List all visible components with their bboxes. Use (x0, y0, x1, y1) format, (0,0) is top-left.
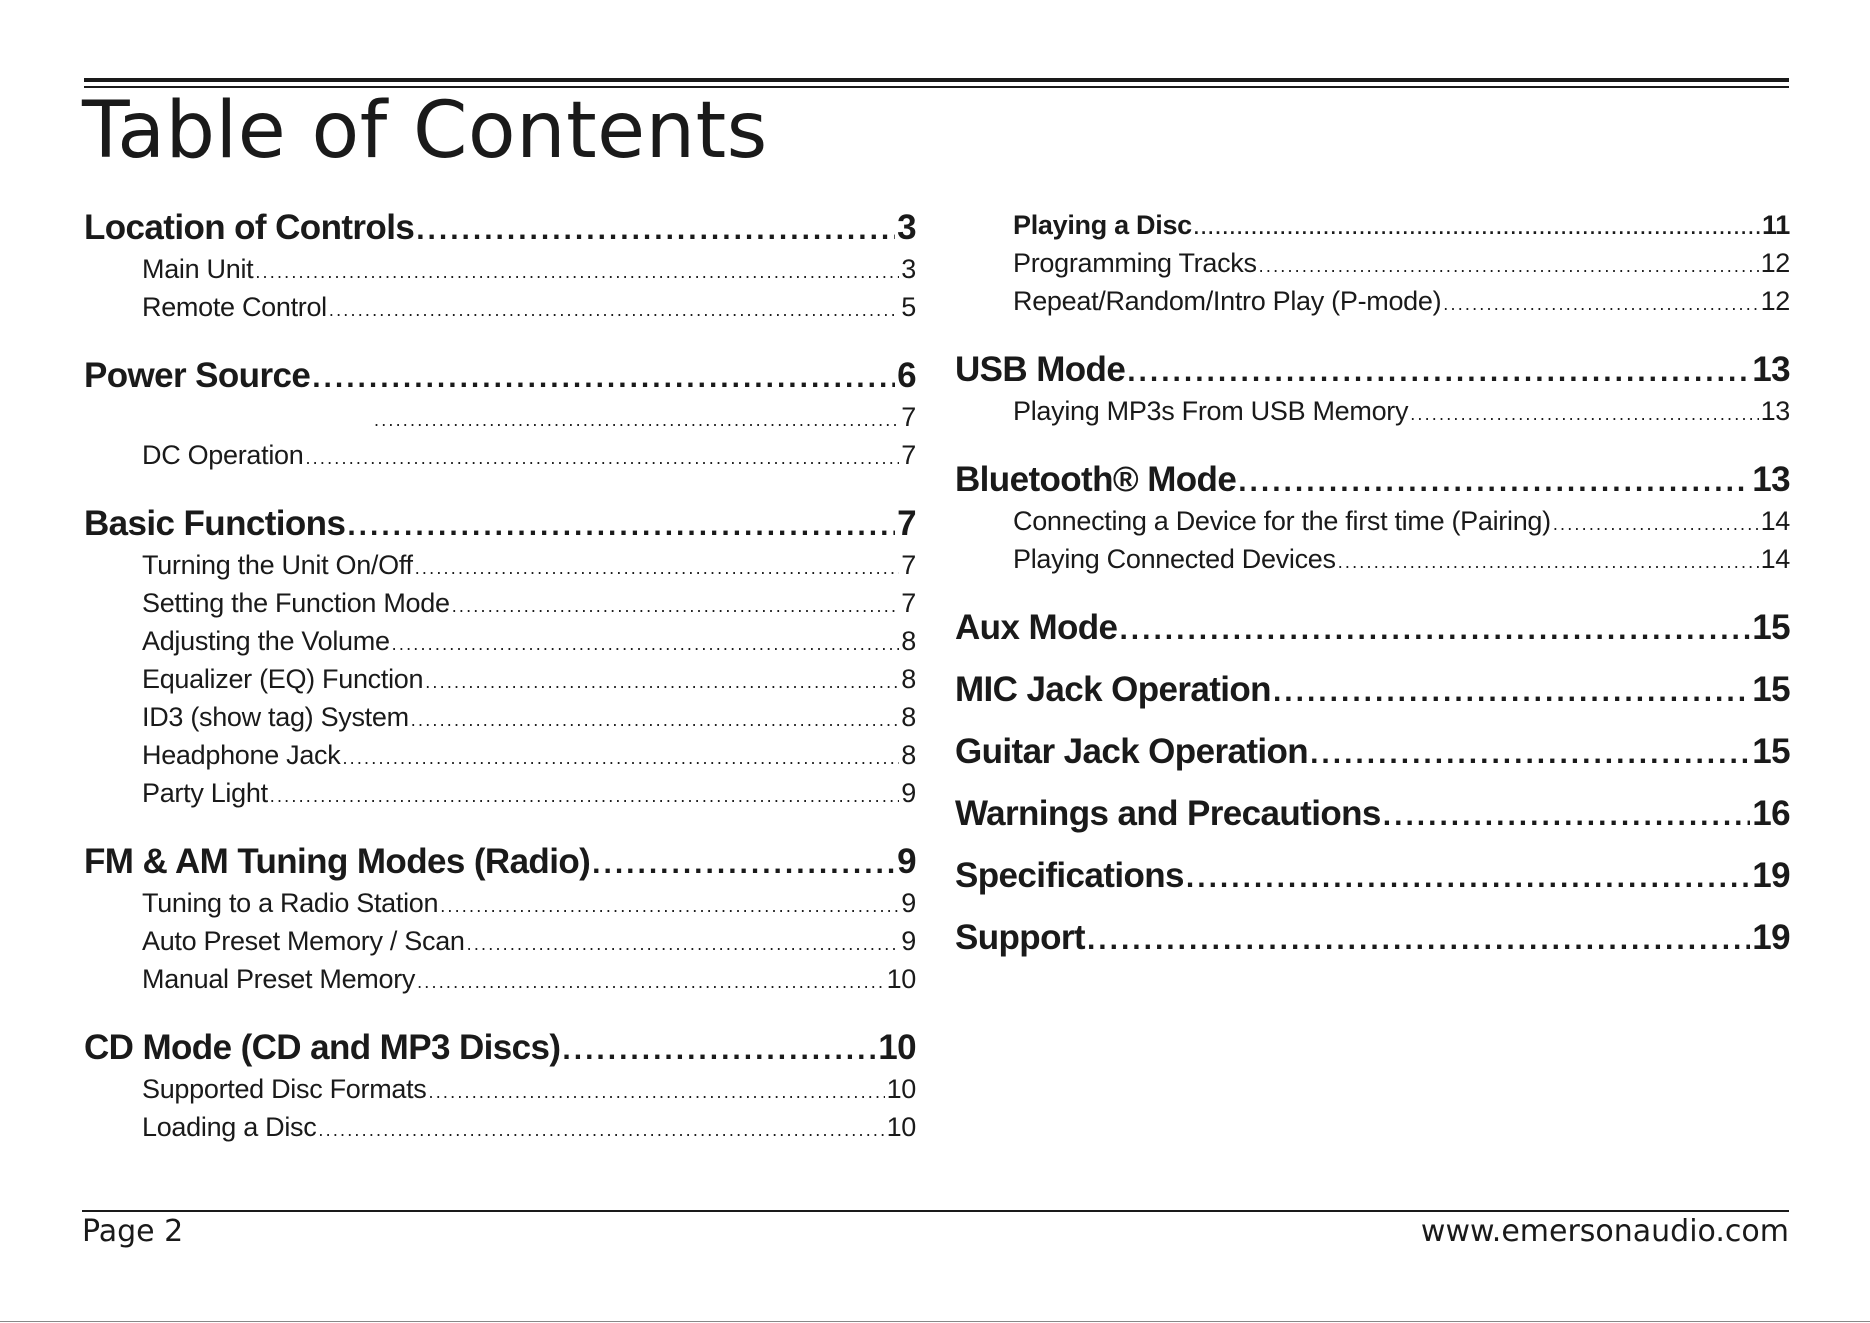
dot-leader (429, 1073, 885, 1108)
toc-page-number: 7 (897, 504, 916, 543)
toc-section-fm-am-tuning-modes-radio[interactable] (84, 840, 916, 884)
toc-entry-playing-connected-devices[interactable] (955, 540, 1790, 578)
toc-entry-label: Remote Control (142, 292, 327, 322)
dot-leader (452, 587, 900, 622)
toc-entry-label: Playing MP3s From USB Memory (1013, 396, 1409, 426)
toc-entry-label: Playing a Disc (1013, 210, 1192, 240)
toc-page-number: 10 (878, 1028, 916, 1067)
toc-entry-label: Location of Controls (84, 208, 415, 247)
toc-page-number: 13 (1760, 396, 1790, 426)
toc-entry-programming-tracks[interactable] (955, 244, 1790, 282)
toc-section-power-source[interactable] (84, 354, 916, 398)
toc-section-warnings-and-precautions[interactable] (955, 792, 1790, 836)
toc-page-number: 10 (886, 1074, 916, 1104)
toc-entry-playing-a-disc[interactable] (955, 206, 1790, 244)
toc-entry-label: Supported Disc Formats (142, 1074, 427, 1104)
dot-leader (312, 356, 895, 398)
toc-entry-adjusting-the-volume[interactable] (84, 622, 916, 660)
footer-website-link[interactable]: www.emersonaudio.com (1420, 1214, 1789, 1249)
dot-leader (305, 439, 899, 474)
toc-entry-label: Repeat/Random/Intro Play (P-mode) (1013, 286, 1442, 316)
toc-page-number: 6 (897, 356, 916, 395)
toc-section-basic-functions[interactable] (84, 502, 916, 546)
spacer (955, 898, 1790, 916)
toc-entry-label: Party Light (142, 778, 268, 808)
toc-section-specifications[interactable] (955, 854, 1790, 898)
page-bottom-edge (0, 1321, 1870, 1322)
toc-page-number: 9 (901, 926, 916, 956)
dot-leader (1553, 505, 1759, 540)
spacer (955, 578, 1790, 606)
toc-section-aux-mode[interactable] (955, 606, 1790, 650)
dot-leader (1310, 732, 1750, 774)
toc-entry-repeat-random-intro-play-p-mode[interactable] (955, 282, 1790, 320)
toc-page-number: 12 (1760, 248, 1790, 278)
toc-page-number: 10 (886, 1112, 916, 1142)
toc-page-number: 15 (1752, 670, 1790, 709)
dot-leader (562, 1028, 876, 1070)
dot-leader (374, 401, 899, 436)
spacer (84, 474, 916, 502)
toc-entry-turning-the-unit-on-off[interactable] (84, 546, 916, 584)
dot-leader (1273, 670, 1750, 712)
toc-page-number: 7 (901, 550, 916, 580)
toc-entry-label: Support (955, 918, 1085, 957)
toc-section-guitar-jack-operation[interactable] (955, 730, 1790, 774)
toc-right-column (955, 206, 1790, 960)
dot-leader (1194, 209, 1760, 244)
toc-entry-setting-the-function-mode[interactable] (84, 584, 916, 622)
dot-leader (1119, 608, 1750, 650)
toc-entry-supported-disc-formats[interactable] (84, 1070, 916, 1108)
dot-leader (1087, 918, 1750, 960)
spacer (955, 430, 1790, 458)
dot-leader (1238, 460, 1750, 502)
toc-section-cd-mode-cd-and-mp3-discs[interactable] (84, 1026, 916, 1070)
toc-page-number: 9 (901, 778, 916, 808)
spacer (84, 998, 916, 1026)
dot-leader (417, 963, 884, 998)
toc-page-number: 14 (1760, 506, 1790, 536)
dot-leader (255, 253, 899, 288)
dot-leader (592, 842, 895, 884)
dot-leader (425, 663, 899, 698)
dot-leader (440, 887, 899, 922)
footer-rule (82, 1210, 1789, 1212)
toc-entry-connecting-a-device-for-the-first-time-pairing[interactable] (955, 502, 1790, 540)
toc-entry-label: Warnings and Precautions (955, 794, 1381, 833)
dot-leader (270, 777, 900, 812)
dot-leader (347, 504, 895, 546)
spacer (84, 326, 916, 354)
dot-leader (318, 1111, 884, 1146)
dot-leader (1127, 350, 1750, 392)
toc-page-number: 19 (1752, 856, 1790, 895)
toc-entry-label: Power Source (84, 356, 311, 395)
toc-entry-label: Headphone Jack (142, 740, 341, 770)
spacer (84, 812, 916, 840)
toc-page-number: 8 (901, 740, 916, 770)
toc-entry-label: Tuning to a Radio Station (142, 888, 439, 918)
toc-entry-label: DC Operation (142, 440, 304, 470)
toc-page-number: 3 (901, 254, 916, 284)
spacer (955, 712, 1790, 730)
dot-leader (1410, 395, 1758, 430)
toc-page-number: 9 (897, 842, 916, 881)
toc-entry-label: Main Unit (142, 254, 254, 284)
toc-page-number: 11 (1762, 210, 1790, 240)
toc-entry-manual-preset-memory[interactable] (84, 960, 916, 998)
toc-entry-label: Manual Preset Memory (142, 964, 416, 994)
header-rule-thick (84, 78, 1789, 82)
toc-page-number: 7 (901, 440, 916, 470)
toc-page-number: 12 (1760, 286, 1790, 316)
dot-leader (1259, 247, 1759, 282)
toc-entry-tuning-to-a-radio-station[interactable] (84, 884, 916, 922)
dot-leader (392, 625, 900, 660)
toc-entry-party-light[interactable] (84, 774, 916, 812)
toc-entry-label: Basic Functions (84, 504, 346, 543)
toc-page-number: 15 (1752, 732, 1790, 771)
dot-leader (411, 701, 899, 736)
toc-entry-remote-control[interactable] (84, 288, 916, 326)
toc-entry-label: CD Mode (CD and MP3 Discs) (84, 1028, 561, 1067)
toc-entry-label: MIC Jack Operation (955, 670, 1271, 709)
dot-leader (1186, 856, 1750, 898)
toc-entry-label: USB Mode (955, 350, 1126, 389)
dot-leader (467, 925, 900, 960)
dot-leader (1338, 543, 1759, 578)
dot-leader (415, 549, 900, 584)
toc-entry-label: Bluetooth® Mode (955, 460, 1237, 499)
toc-entry-id3-show-tag-system[interactable] (84, 698, 916, 736)
toc-entry-auto-preset-memory-scan[interactable] (84, 922, 916, 960)
toc-page-number: 10 (886, 964, 916, 994)
toc-entry-headphone-jack[interactable] (84, 736, 916, 774)
toc-page-number: 13 (1752, 350, 1790, 389)
toc-section-location-of-controls[interactable] (84, 206, 916, 250)
toc-page-number: 15 (1752, 608, 1790, 647)
toc-entry-loading-a-disc[interactable] (84, 1108, 916, 1146)
toc-page-number: 8 (901, 702, 916, 732)
toc-entry-label: Turning the Unit On/Off (142, 550, 413, 580)
toc-page-number: 9 (901, 888, 916, 918)
toc-entry-unlabeled[interactable] (84, 398, 916, 436)
toc-entry-label: Adjusting the Volume (142, 626, 390, 656)
toc-entry-label: Programming Tracks (1013, 248, 1257, 278)
dot-leader (342, 739, 899, 774)
page-title: Table of Contents (82, 86, 768, 176)
toc-page-number: 14 (1760, 544, 1790, 574)
toc-entry-label: Specifications (955, 856, 1184, 895)
toc-entry-label: FM & AM Tuning Modes (Radio) (84, 842, 591, 881)
toc-entry-label: ID3 (show tag) System (142, 702, 409, 732)
toc-page-number: 5 (901, 292, 916, 322)
toc-entry-label: Setting the Function Mode (142, 588, 450, 618)
dot-leader (1443, 285, 1758, 320)
toc-left-column (84, 206, 916, 1146)
toc-section-usb-mode[interactable] (955, 348, 1790, 392)
toc-section-mic-jack-operation[interactable] (955, 668, 1790, 712)
spacer (955, 650, 1790, 668)
toc-entry-dc-operation[interactable] (84, 436, 916, 474)
toc-entry-playing-mp3s-from-usb-memory[interactable] (955, 392, 1790, 430)
dot-leader (329, 291, 899, 326)
toc-page-number: 3 (897, 208, 916, 247)
toc-entry-label: Playing Connected Devices (1013, 544, 1336, 574)
toc-page-number: 8 (901, 664, 916, 694)
toc-entry-label: Connecting a Device for the first time (Pairing) (1013, 506, 1551, 536)
toc-entry-label: Auto Preset Memory / Scan (142, 926, 465, 956)
toc-page-number: 7 (901, 588, 916, 618)
spacer (955, 320, 1790, 348)
dot-leader (1383, 794, 1750, 836)
toc-page-number: 8 (901, 626, 916, 656)
toc-page-number: 7 (901, 402, 916, 432)
toc-page-number: 19 (1752, 918, 1790, 957)
toc-page-number: 13 (1752, 460, 1790, 499)
toc-entry-main-unit[interactable] (84, 250, 916, 288)
spacer (955, 774, 1790, 792)
toc-entry-label: Loading a Disc (142, 1112, 317, 1142)
toc-entry-label: Guitar Jack Operation (955, 732, 1309, 771)
toc-entry-equalizer-eq-function[interactable] (84, 660, 916, 698)
toc-page-number: 16 (1752, 794, 1790, 833)
toc-section-support[interactable] (955, 916, 1790, 960)
toc-section-bluetooth-mode[interactable] (955, 458, 1790, 502)
dot-leader (416, 208, 895, 250)
toc-entry-label: Aux Mode (955, 608, 1118, 647)
toc-entry-label: Equalizer (EQ) Function (142, 664, 424, 694)
spacer (955, 836, 1790, 854)
footer-page-number: Page 2 (82, 1214, 184, 1249)
